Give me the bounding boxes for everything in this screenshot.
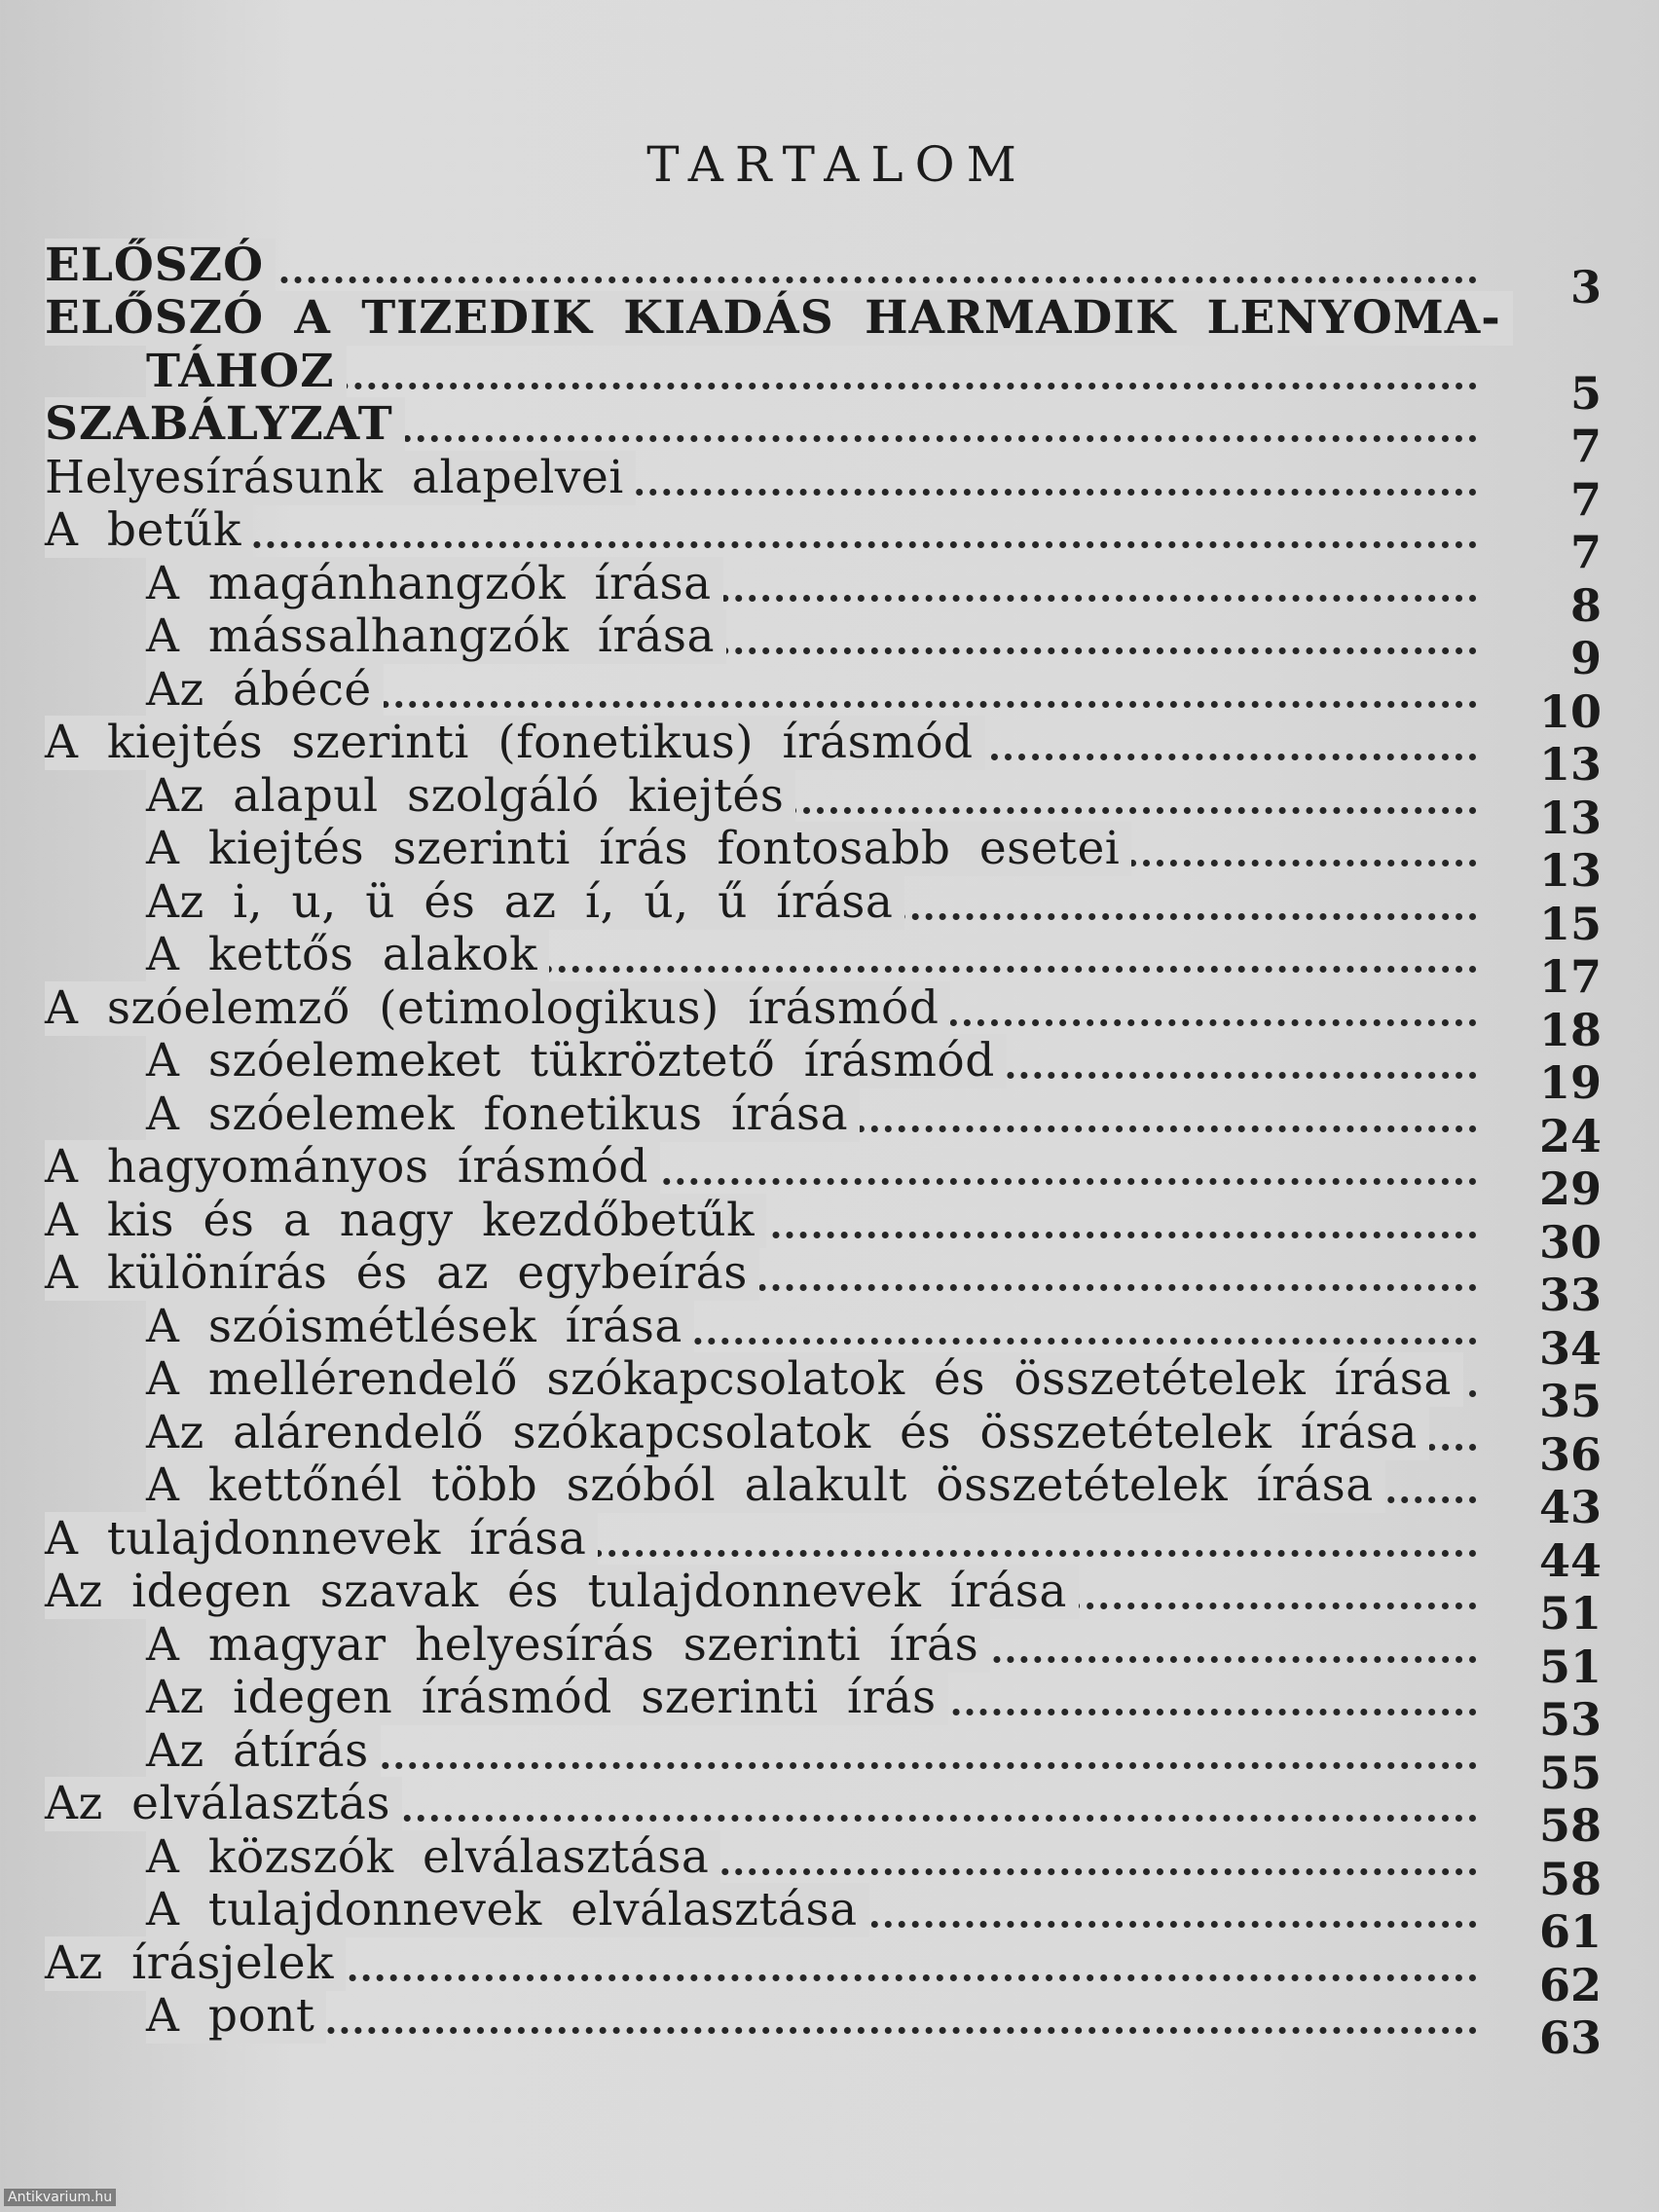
toc-entry-page: 58 <box>1538 1852 1602 1905</box>
toc-entry-page: 13 <box>1538 738 1602 791</box>
toc-entry-label: A kettőnél több szóból alakult összetételek írása <box>146 1458 1385 1513</box>
toc-entry <box>39 1617 1602 1693</box>
toc-entry-label: A kiejtés szerinti (fonetikus) írásmód <box>45 716 985 770</box>
toc-entry-page: 18 <box>1538 1003 1602 1056</box>
toc-entry <box>39 662 1602 738</box>
toc-entry-label: A kettős alakok <box>146 928 549 982</box>
toc-entry-page: 51 <box>1538 1640 1602 1693</box>
toc-entry <box>39 928 1602 1003</box>
toc-entry-page: 15 <box>1538 897 1602 950</box>
toc-entry-page: 3 <box>1569 260 1602 313</box>
toc-entry-label: Az elválasztás <box>45 1777 402 1831</box>
toc-entry <box>39 609 1602 684</box>
toc-entry-label: A kiejtés szerinti írás fontosabb esetei <box>146 822 1131 876</box>
toc-entry-page: 33 <box>1538 1269 1602 1321</box>
toc-entry <box>39 344 1602 420</box>
toc-entry-label: Az i, u, ü és az í, ú, ű írása <box>146 875 904 930</box>
toc-entry-page: 36 <box>1538 1427 1602 1481</box>
toc-entry-label: A szóelemeket tükröztető írásmód <box>146 1034 1007 1088</box>
toc-entry-label: Az írásjelek <box>45 1936 346 1991</box>
toc-entry-page: 7 <box>1569 472 1602 526</box>
toc-entry <box>39 1565 1602 1640</box>
toc-entry-label: Az átírás <box>146 1724 381 1779</box>
toc-entry <box>39 291 1602 349</box>
toc-entry-page: 44 <box>1538 1533 1602 1587</box>
toc-entry <box>39 1777 1602 1852</box>
toc-entry <box>39 503 1602 578</box>
page-title: TARTALOM <box>646 136 1028 193</box>
toc-entry-label: A tulajdonnevek írása <box>45 1512 598 1567</box>
toc-entry <box>39 822 1602 897</box>
table-of-contents <box>39 238 1602 2064</box>
toc-entry <box>39 450 1602 526</box>
toc-entry-label: Az ábécé <box>146 663 384 718</box>
toc-entry-label: A kis és a nagy kezdőbetűk <box>45 1194 766 1248</box>
toc-entry <box>39 1723 1602 1799</box>
toc-entry <box>39 397 1602 472</box>
watermark: Antikvarium.hu <box>4 2189 116 2206</box>
toc-entry <box>39 1989 1602 2064</box>
toc-entry-label: A szóelemek fonetikus írása <box>146 1088 860 1142</box>
toc-entry-label: A tulajdonnevek elválasztása <box>146 1883 869 1937</box>
toc-entry-page: 13 <box>1538 791 1602 844</box>
toc-entry <box>39 1511 1602 1587</box>
toc-entry-page: 51 <box>1538 1587 1602 1640</box>
toc-entry-label: A hagyományos írásmód <box>45 1140 660 1195</box>
toc-entry-page: 61 <box>1538 1905 1602 1958</box>
toc-entry-label: Az alárendelő szókapcsolatok és összetételek írása <box>146 1406 1429 1460</box>
toc-entry-page: 62 <box>1538 1958 1602 2011</box>
toc-entry <box>39 1352 1602 1427</box>
toc-entry-label: Az alapul szolgáló kiejtés <box>146 769 795 824</box>
toc-entry <box>39 1458 1602 1533</box>
toc-entry <box>39 1671 1602 1746</box>
toc-entry-label: A szóismétlések írása <box>146 1300 694 1354</box>
toc-entry-label: Helyesírásunk alapelvei <box>45 451 636 505</box>
toc-entry-label: ELŐSZÓ A TIZEDIK KIADÁS HARMADIK LENYOMA- <box>45 291 1513 346</box>
dot-leader <box>151 2027 1477 2034</box>
toc-entry <box>39 556 1602 632</box>
toc-entry-page: 19 <box>1538 1056 1602 1109</box>
toc-entry <box>39 768 1602 844</box>
toc-entry-label: A betűk <box>45 503 253 558</box>
toc-entry-page: 5 <box>1569 366 1602 420</box>
toc-entry <box>39 1140 1602 1215</box>
toc-entry <box>39 1405 1602 1481</box>
toc-entry <box>39 1193 1602 1269</box>
toc-entry-page: 8 <box>1569 578 1602 632</box>
toc-entry <box>39 1299 1602 1375</box>
toc-entry-page: 7 <box>1569 420 1602 472</box>
toc-entry-page: 13 <box>1538 844 1602 897</box>
toc-entry-label: A közszók elválasztása <box>146 1830 720 1885</box>
toc-entry-label: A különírás és az egybeírás <box>45 1246 759 1301</box>
toc-entry-label: A pont <box>146 1989 326 2044</box>
toc-entry-label: SZABÁLYZAT <box>45 397 405 452</box>
toc-entry <box>39 1829 1602 1905</box>
toc-entry <box>39 1087 1602 1162</box>
toc-entry <box>39 980 1602 1056</box>
toc-entry-label: A magánhangzók írása <box>146 557 723 611</box>
toc-entry-page: 34 <box>1538 1321 1602 1375</box>
toc-entry-page: 55 <box>1538 1746 1602 1799</box>
toc-entry-label: ELŐSZÓ <box>45 239 276 293</box>
toc-entry <box>39 1936 1602 2011</box>
toc-entry-label: TÁHOZ <box>146 345 347 399</box>
toc-entry-label: A mellérendelő szókapcsolatok és összetételek írása <box>146 1352 1463 1407</box>
toc-entry-label: Az idegen szavak és tulajdonnevek írása <box>45 1565 1079 1619</box>
toc-entry-label: A mássalhangzók írása <box>146 609 726 664</box>
dot-leader <box>49 541 1477 548</box>
toc-entry-page: 29 <box>1538 1162 1602 1215</box>
toc-entry <box>39 238 1602 313</box>
toc-entry-page: 7 <box>1569 526 1602 578</box>
toc-entry-label: A szóelemző (etimologikus) írásmód <box>45 981 950 1036</box>
toc-entry-page: 24 <box>1538 1109 1602 1162</box>
toc-entry-page: 30 <box>1538 1215 1602 1269</box>
toc-entry-page: 17 <box>1538 950 1602 1003</box>
toc-entry <box>39 716 1602 791</box>
toc-entry <box>39 1883 1602 1958</box>
toc-entry-page: 35 <box>1538 1375 1602 1427</box>
toc-entry-page: 10 <box>1538 684 1602 738</box>
toc-entry-page: 43 <box>1538 1481 1602 1533</box>
toc-entry-page: 53 <box>1538 1693 1602 1746</box>
toc-entry-page: 58 <box>1538 1799 1602 1852</box>
toc-entry <box>39 1034 1602 1109</box>
toc-entry <box>39 1246 1602 1321</box>
toc-entry <box>39 874 1602 950</box>
toc-entry-page: 63 <box>1538 2011 1602 2064</box>
toc-entry-page: 9 <box>1569 632 1602 684</box>
dot-leader <box>151 383 1477 389</box>
toc-entry-label: A magyar helyesírás szerinti írás <box>146 1618 990 1673</box>
toc-entry-label: Az idegen írásmód szerinti írás <box>146 1671 948 1725</box>
